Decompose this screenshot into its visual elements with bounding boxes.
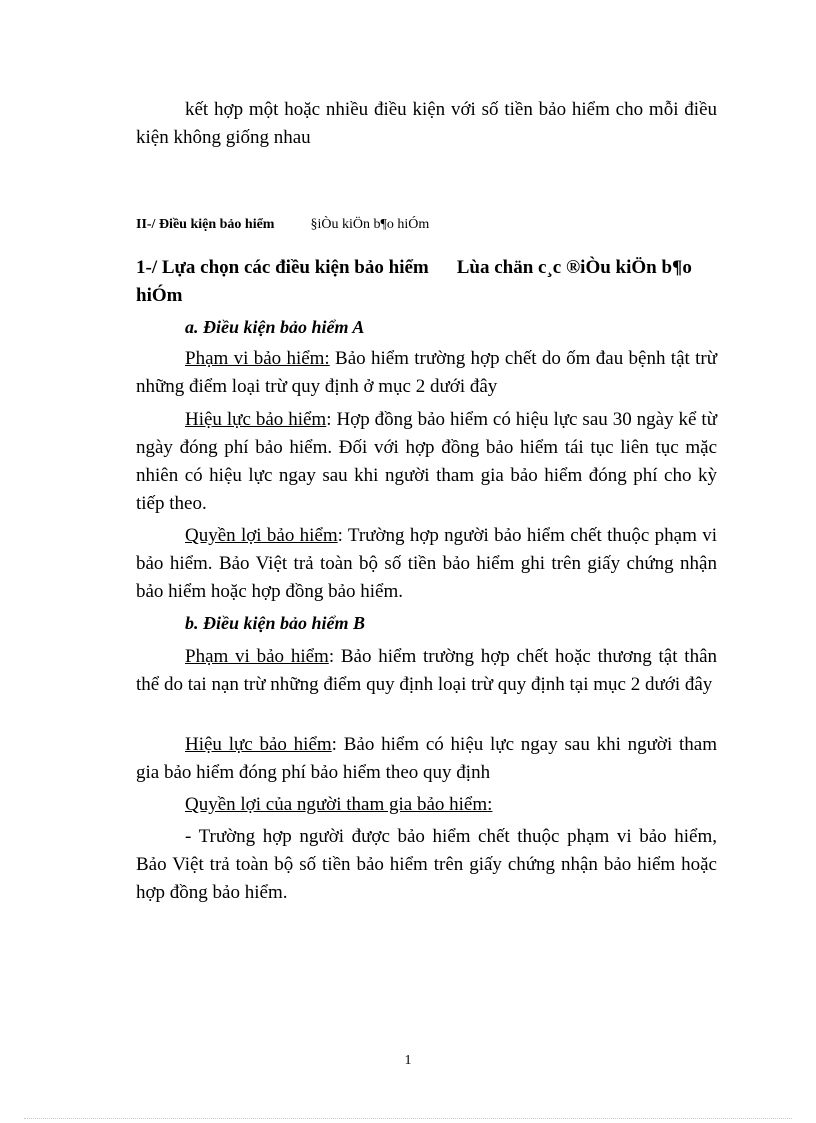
condition-b-title: b. Điều kiện bảo hiểm B: [185, 613, 366, 633]
condition-a-scope-label: Phạm vi bảo hiểm:: [185, 348, 330, 369]
condition-a-validity-label: Hiệu lực bảo hiểm: [185, 409, 327, 430]
condition-b-benefit-text: - Trường hợp người được bảo hiểm chết thuộc phạm vi bảo hiểm, Bảo Việt trả toàn bộ số tiền bảo hiểm trên giấy chứng nhận bảo hiểm hoặc hợp đồng bảo hiểm.: [136, 826, 717, 903]
condition-b-benefit-label: Quyền lợi của người tham gia bảo hiểm: [185, 794, 488, 815]
condition-a-benefit-text: : Trường hợp người bảo hiểm chết thuộc phạm vi bảo hiểm. Bảo Việt trả toàn bộ số tiền bảo hiểm ghi trên giấy chứng nhận bảo hiểm hoặc hợp đồng bảo hiểm.: [136, 525, 717, 602]
page-number: 1: [404, 1053, 412, 1068]
subsection-heading-text: 1-/ Lựa chọn các điều kiện bảo hiểm: [136, 257, 429, 278]
condition-b-benefit-colon: :: [487, 794, 493, 815]
condition-b-benefit-heading: [136, 791, 717, 819]
section-heading-encoded: §iÒu kiÖn b¶o hiÓm: [310, 217, 430, 232]
subsection-heading-encoded: Lùa chän c¸c ®iÒu kiÖn b¶o hiÓm: [136, 257, 692, 306]
condition-b-scope: [136, 643, 717, 699]
subsection-heading: [136, 254, 717, 310]
condition-a-title: a. Điều kiện bảo hiểm A: [185, 317, 365, 337]
condition-b-scope-label: Phạm vi bảo hiểm: [185, 646, 329, 667]
condition-a-benefit-label: Quyền lợi bảo hiểm: [185, 525, 338, 546]
condition-a-scope-text: Bảo hiểm trường hợp chết do ốm đau bệnh tật trừ những điểm loại trừ quy định ở mục 2 dưới đây: [136, 348, 717, 397]
condition-b-validity: [136, 731, 717, 787]
footer-divider: [24, 1118, 792, 1119]
condition-a-validity-text: : Hợp đồng bảo hiểm có hiệu lực sau 30 ngày kể từ ngày đóng phí bảo hiểm. Đối với hợp đồng bảo hiểm tái tục liên tục mặc nhiên có hiệu lực ngay sau khi người tham gia bảo hiểm đóng phí cho kỳ tiếp theo.: [136, 409, 717, 514]
intro-paragraph: kết hợp một hoặc nhiều điều kiện với số tiền bảo hiểm cho mỗi điều kiện không giống nhau: [136, 99, 717, 148]
section-heading: [136, 217, 429, 233]
section-heading-text: II-/ Điều kiện bảo hiểm: [136, 217, 275, 232]
condition-b-scope-text: : Bảo hiểm trường hợp chết hoặc thương tật thân thể do tai nạn trừ những điểm quy định loại trừ quy định tại mục 2 dưới đây: [136, 646, 717, 695]
condition-a-validity: [136, 406, 717, 518]
condition-b-validity-text: : Bảo hiểm có hiệu lực ngay sau khi người tham gia bảo hiểm đóng phí bảo hiểm theo quy định: [136, 734, 718, 783]
condition-a-benefit: [136, 522, 717, 606]
condition-a-scope: [136, 345, 717, 401]
condition-b-validity-label: Hiệu lực bảo hiểm: [185, 734, 332, 755]
